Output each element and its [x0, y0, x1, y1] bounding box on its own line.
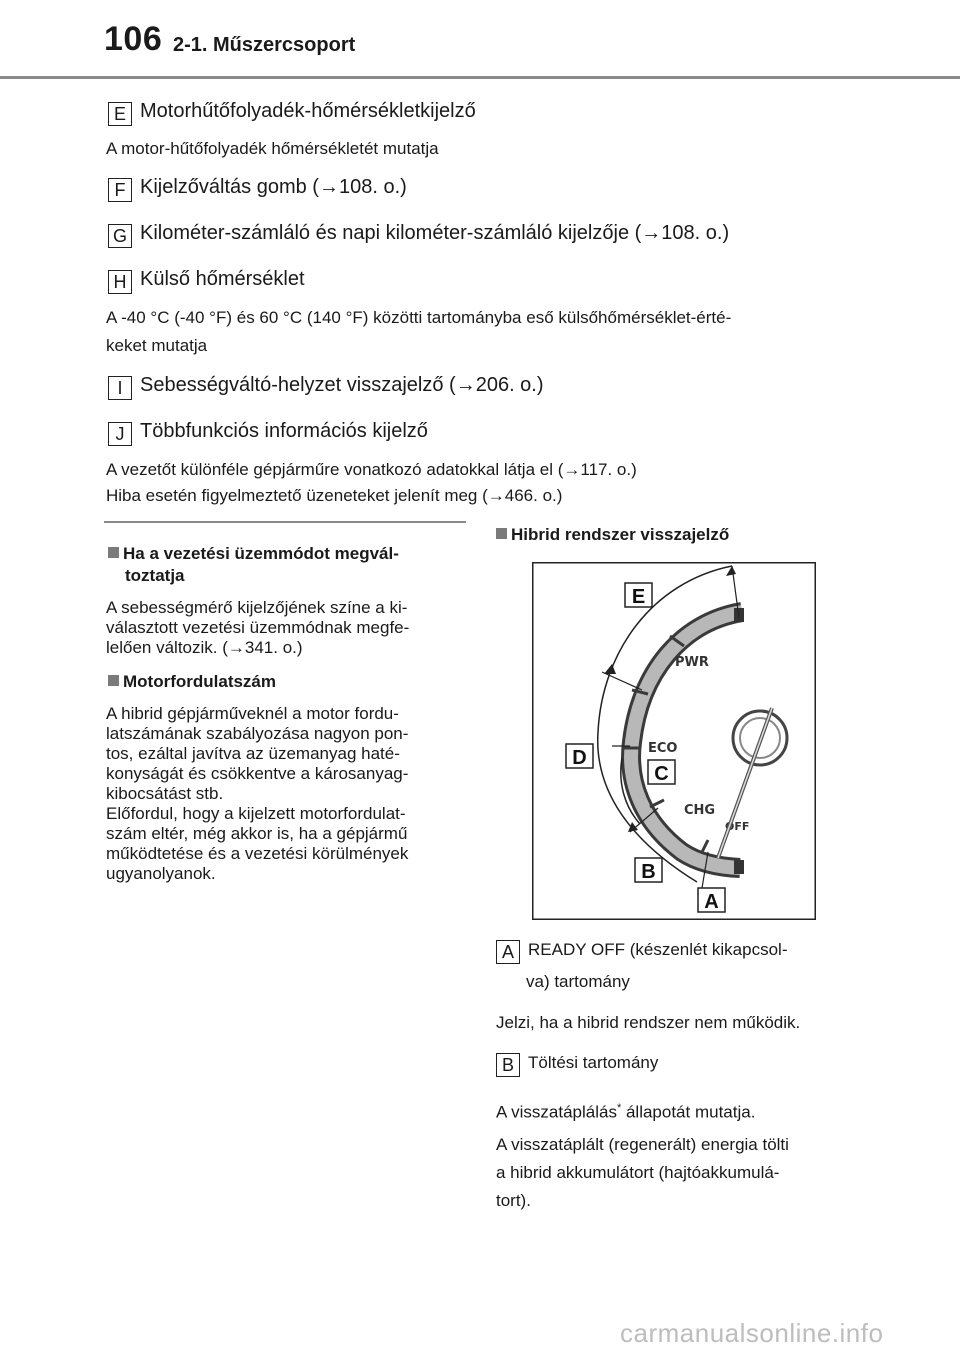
- section-heading-drive-mode: Ha a vezetési üzemmódot megvál-: [108, 543, 399, 565]
- body-line: lelően változik. (→341. o.): [106, 638, 303, 657]
- body-line: ugyanolyanok.: [106, 864, 216, 883]
- label-e: [625, 583, 652, 608]
- gauge-label-pwr: PWR: [675, 655, 709, 670]
- item-desc: Jelzi, ha a hibrid rendszer nem működik.: [496, 1013, 801, 1032]
- body-line: szám eltér, még akkor is, ha a gépjármű: [106, 824, 408, 843]
- item-title: Töltési tartomány: [528, 1053, 659, 1072]
- square-bullet-icon: [496, 528, 507, 539]
- square-bullet-icon: [108, 547, 119, 558]
- item-title-cont: va) tartomány: [526, 972, 630, 991]
- label-a: [698, 888, 725, 913]
- body-line: tos, ezáltal javítva az üzemanyag haté-: [106, 744, 400, 763]
- hybrid-indicator-diagram: [532, 562, 816, 920]
- item-desc: keket mutatja: [106, 336, 208, 355]
- item-title: Kilométer-számláló és napi kilométer-számláló kijelzője (→108. o.): [140, 222, 730, 244]
- gauge-end-marker: [734, 860, 744, 874]
- body-line: választott vezetési üzemmódnak megfe-: [106, 618, 410, 637]
- item-desc: A visszatáplált (regenerált) energia tölti: [496, 1135, 789, 1154]
- gauge-label-off: OFF: [725, 820, 750, 833]
- item-title: Kijelzőváltás gomb (→108. o.): [140, 176, 407, 198]
- item-j: [108, 420, 428, 446]
- svg-text:C: C: [654, 763, 669, 785]
- item-letter: J: [108, 422, 132, 446]
- square-bullet-icon: [108, 675, 119, 686]
- item-e: [108, 100, 476, 126]
- body-line: konyságát és csökkentve a károsanyag-: [106, 764, 409, 783]
- item-h: [108, 268, 305, 294]
- gauge-label-chg: CHG: [684, 803, 716, 818]
- label-c: [648, 760, 675, 785]
- body-line: latszámának szabályozása nagyon pon-: [106, 724, 409, 743]
- body-line: működtetése és a vezetési körülmények: [106, 844, 409, 863]
- item-title: Sebességváltó-helyzet visszajelző (→206. o.): [140, 374, 544, 396]
- item-f: [108, 176, 407, 202]
- item-g: [108, 222, 729, 248]
- watermark: carmanualsonline.info: [620, 1318, 884, 1348]
- svg-text:B: B: [641, 861, 656, 883]
- item-letter: B: [496, 1053, 520, 1077]
- body-line: A sebességmérő kijelzőjének színe a ki-: [106, 598, 408, 617]
- body-line: A hibrid gépjárműveknél a motor fordu-: [106, 704, 399, 723]
- body-line: Előfordul, hogy a kijelzett motorfordulat-: [106, 804, 406, 823]
- body-line: kibocsátást stb.: [106, 784, 224, 803]
- item-letter: E: [108, 102, 132, 126]
- item-title: READY OFF (készenlét kikapcsol-: [528, 940, 788, 959]
- item-desc: A motor-hűtőfolyadék hőmérsékletét mutatja: [106, 139, 439, 158]
- svg-text:D: D: [572, 747, 587, 769]
- svg-text:E: E: [631, 586, 646, 608]
- label-d: [566, 744, 593, 769]
- section-title: 2-1. Műszercsoport: [173, 34, 356, 56]
- item-title: Többfunkciós információs kijelző: [140, 420, 428, 442]
- item-letter: A: [496, 940, 520, 964]
- item-letter: G: [108, 224, 132, 248]
- section-heading-hybrid: Hibrid rendszer visszajelző: [496, 524, 729, 546]
- svg-text:A: A: [704, 891, 719, 913]
- section-heading-rpm: Motorfordulatszám: [108, 671, 276, 693]
- item-title: Külső hőmérséklet: [140, 268, 305, 290]
- item-letter: I: [108, 376, 132, 400]
- item-b: [496, 1053, 658, 1077]
- item-desc: a hibrid akkumulátort (hajtóakkumulá-: [496, 1163, 780, 1182]
- item-desc: A vezetőt különféle gépjárműre vonatkozó adatokkal látja el (→117. o.): [106, 460, 637, 479]
- label-b: [635, 858, 662, 883]
- item-letter: H: [108, 270, 132, 294]
- section-heading-cont: toztatja: [125, 566, 185, 585]
- header-divider: [0, 76, 960, 79]
- item-i: [108, 374, 544, 400]
- item-desc: Hiba esetén figyelmeztető üzeneteket jelenít meg (→466. o.): [106, 486, 563, 505]
- item-desc: A -40 °C (-40 °F) és 60 °C (140 °F) közötti tartományba eső külsőhőmérséklet-érté-: [106, 308, 732, 327]
- column-divider: [104, 521, 466, 523]
- item-desc: A visszatáplálás* állapotát mutatja.: [496, 1102, 756, 1122]
- item-desc: tort).: [496, 1191, 531, 1210]
- gauge-label-eco: ECO: [648, 741, 678, 756]
- item-letter: F: [108, 178, 132, 202]
- page-number: 106: [104, 20, 163, 58]
- item-title: Motorhűtőfolyadék-hőmérsékletkijelző: [140, 100, 476, 122]
- item-a: [496, 940, 787, 964]
